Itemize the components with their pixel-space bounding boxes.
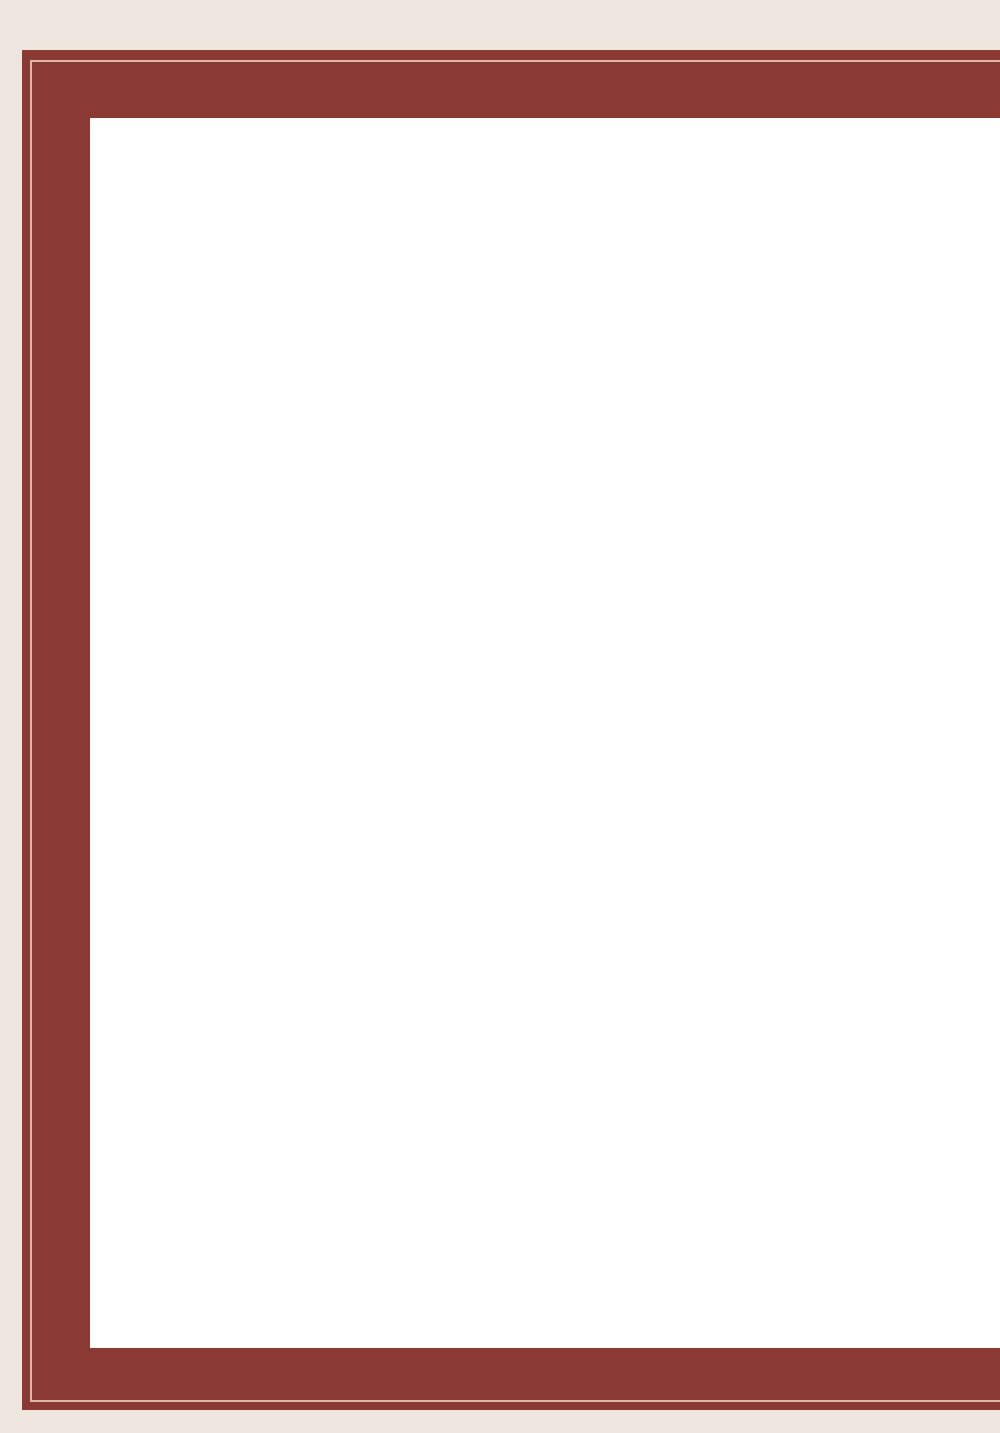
section-heading [101,164,491,242]
left-meander-band [34,112,78,1356]
top-meander-band [34,70,1000,112]
left-text-column [101,144,491,242]
bottom-meander-band [34,1356,1000,1398]
page-panel [90,118,1000,1348]
